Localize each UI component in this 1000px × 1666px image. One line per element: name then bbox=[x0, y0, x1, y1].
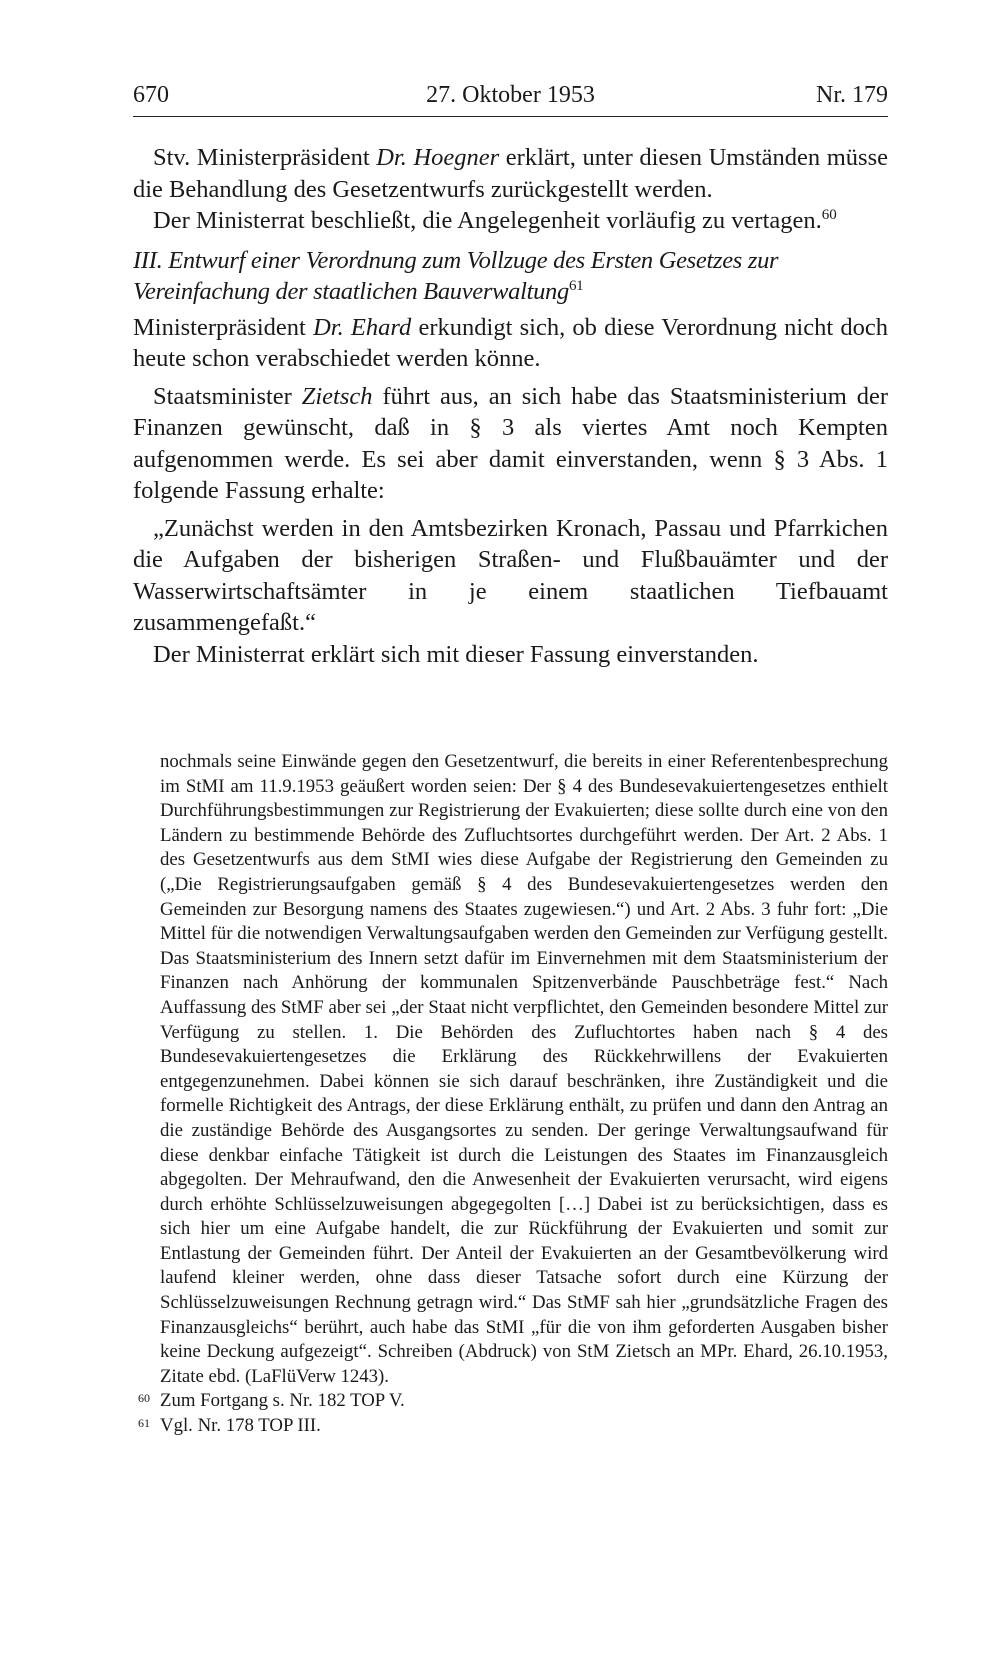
paragraph-ehard: Ministerpräsident Dr. Ehard erkundigt sich, ob diese Verordnung nicht doch heute schon verabschiedet werden könne. bbox=[133, 313, 888, 372]
footnote-continuation: nochmals seine Einwände gegen den Gesetzentwurf, die bereits in einer Referentenbesprechung im StMI am 11.9.1953 geäußert worden seien: Der § 4 des Bundesevakuiertengesetzes enthielt Durchführungsbestimmungen zur Registrierung der Evakuierten; diese sollte durch eine von den Ländern zu bestimmende Behörde des Zufluchtsortes durchgeführt werden. Der Art. 2 Abs. 1 des Gesetzentwurfs aus dem StMI wies diese Aufgabe der Registrierung den Gemeinden zu („Die Registrierungsaufgaben gemäß § 4 des Bundesevakuiertengesetzes werden den Gemeinden zur Besorgung namens des Staates zugewiesen.“) und Art. 2 Abs. 3 fuhr fort: „Die Mittel für die notwendigen Verwaltungsaufgaben werden den Gemeinden zur Verfügung gestellt. Das Staatsministerium des Innern setzt dafür im Einvernehmen mit dem Staatsministerium der Finanzen nach Anhörung der kommunalen Spitzenverbände Pauschbeträge fest.“ Nach Auffassung des StMF aber sei „der Staat nicht verpflichtet, den Gemeinden besondere Mittel zur Verfügung zu stellen. 1. Die Behörden des Zufluchtortes haben nach § 4 des Bundesevakuiertengesetzes die Erklärung des Rückkehrwillens der Evakuierten entgegenzunehmen. Dabei können sie sich darauf beschränken, ihre Zuständigkeit und die formelle Richtigkeit des Antrags, der diese Erklärung enthält, zu prüfen und dann den Antrag an die zuständige Behörde des Ausgangsortes zu senden. Der geringe Verwaltungsaufwand für diese denkbar einfache Tätigkeit ist durch die Leistungen des Staates im Finanzausgleich abgegolten. Der Mehraufwand, den die Anwesenheit der Evakuierten verursacht, wird eigens durch erhöhte Schlüsselzuweisungen abgegegolten […] Dabei ist zu berücksichtigen, dass es sich hier um eine Aufgabe handelt, die zur Rückführung der Evakuierten und somit zur Entlastung der Gemeinden führt. Der Anteil der Evakuierten an der Gesamtbevölkerung wird laufend kleiner werden, ohne dass dieser Tatsache sofort durch eine Kürzung der Schlüsselzuweisungen Rechnung getragn wird.“ Das StMF sah hier „grundsätzliche Fragen des Finanzausgleichs“ berührt, auch habe das StMI „für die von ihm geforderten Ausgaben bisher keine Deckung aufgezeigt“. Schreiben (Abdruck) von StM Zietsch an MPr. Ehard, 26.10.1953, Zitate ebd. (LaFlüVerw 1243). bbox=[160, 751, 888, 1387]
footnote-61: 61 Vgl. Nr. 178 TOP III. bbox=[160, 1414, 888, 1439]
main-text bbox=[133, 142, 888, 670]
page-number: 670 bbox=[133, 82, 169, 108]
footnote-number: 61 bbox=[138, 1416, 150, 1431]
agenda-heading: III. Entwurf einer Verordnung zum Vollzuge des Ersten Gesetzes zur Vereinfachung der staatlichen Bauverwaltung$^{61}$ bbox=[133, 246, 779, 305]
footnote-ref-61[interactable]: 61 bbox=[568, 278, 584, 294]
person-name: Zietsch bbox=[301, 382, 373, 410]
paragraph-decision-adjourn: Der Ministerrat beschließt, die Angelegenheit vorläufig zu vertagen.$^{60}$ bbox=[153, 207, 837, 234]
footnote-number: 60 bbox=[138, 1391, 150, 1406]
footnotes bbox=[138, 750, 888, 1439]
paragraph-quote: „Zunächst werden in den Amtsbezirken Kronach, Passau und Pfarrkichen die Aufgaben der bisherigen Straßen- und Flußbauämter und der Wasserwirtschaftsämter in je einem staatlichen Tiefbauamt zusammengefaßt.“ bbox=[133, 514, 888, 636]
issue-number: Nr. 179 bbox=[816, 82, 888, 108]
person-name: Dr. Hoegner bbox=[376, 144, 500, 171]
paragraph-decision-agree: Der Ministerrat erklärt sich mit dieser Fassung einverstanden. bbox=[153, 640, 759, 668]
session-date: 27. Oktober 1953 bbox=[426, 82, 595, 108]
paragraph-hoegner: Stv. Ministerpräsident Dr. Hoegner erklärt, unter diesen Umständen müsse die Behandlung des Gesetzentwurfs zurückgestellt werden. bbox=[133, 144, 888, 203]
person-name: Dr. Ehard bbox=[313, 313, 412, 341]
running-header bbox=[133, 80, 888, 117]
paragraph-zietsch: Staatsminister Zietsch führt aus, an sich habe das Staatsministerium der Finanzen gewünscht, daß in § 3 als viertes Amt noch Kempten aufgenommen werde. Es sei aber damit einverstanden, wenn § 3 Abs. 1 folgende Fassung erhalte: bbox=[133, 382, 888, 504]
footnote-ref-60[interactable]: 60 bbox=[821, 207, 837, 223]
footnote-60: 60 Zum Fortgang s. Nr. 182 TOP V. bbox=[160, 1389, 888, 1414]
